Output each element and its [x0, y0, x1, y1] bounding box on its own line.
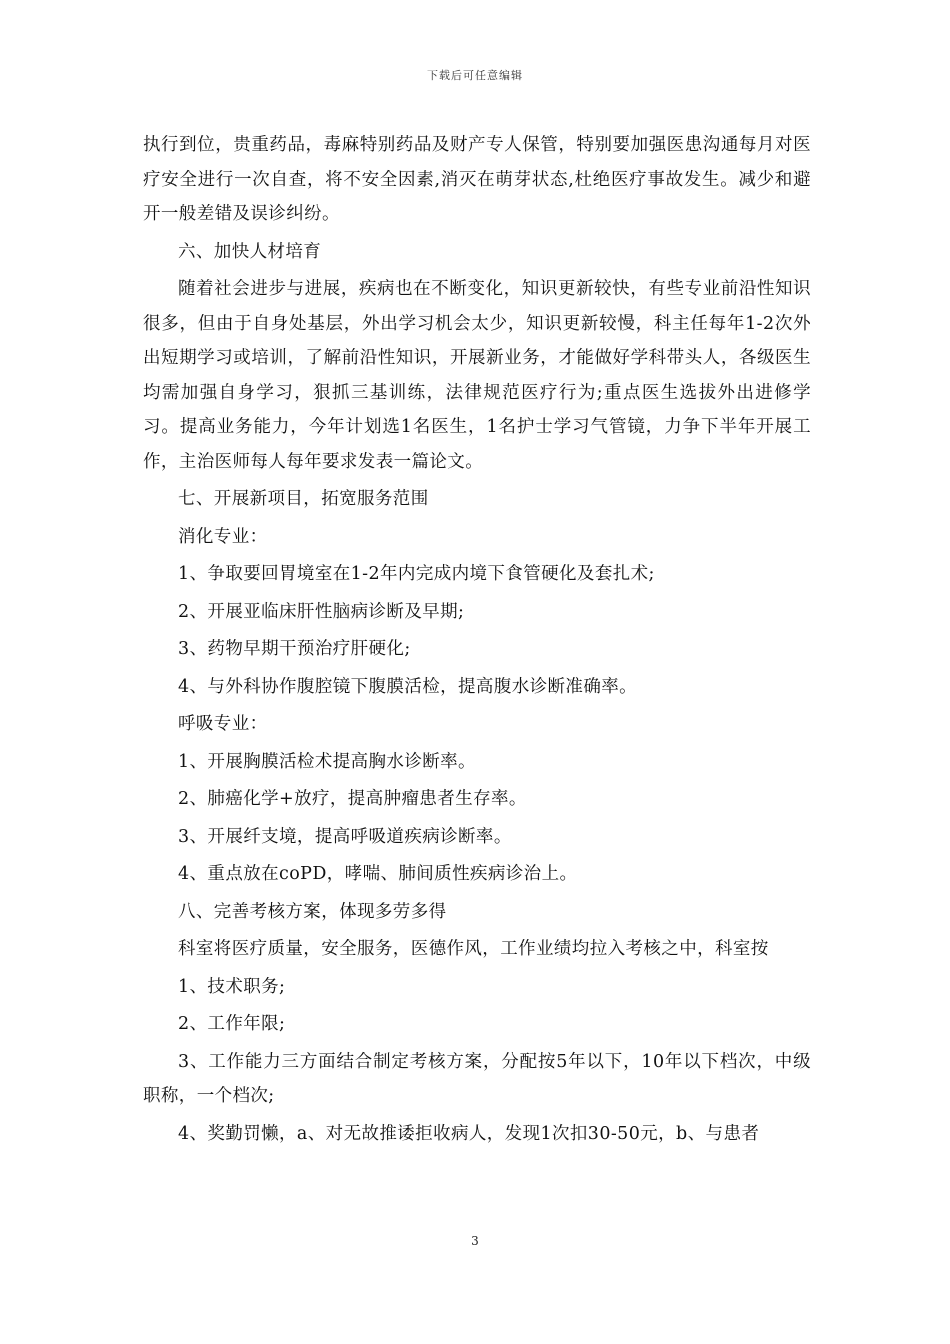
- paragraph-talent: 随着社会进步与进展，疾病也在不断变化，知识更新较快，有些专业前沿性知识很多，但由于自身处基层，外出学习机会太少，知识更新较慢，科主任每年1-2次外出短期学习或培训，了解前沿性知识，开展新业务，才能做好学科带头人，各级医生均需加强自身学习，狠抓三基训练，法律规范医疗行为;重点医生选拔外出进修学习。提高业务能力，今年计划选1名医生，1名护士学习气管镜，力争下半年开展工作，主治医师每人每年要求发表一篇论文。: [143, 279, 811, 472]
- section-heading-8: 八、完善考核方案，体现多劳多得: [178, 901, 447, 922]
- section-heading-7: 七、开展新项目，拓宽服务范围: [178, 489, 429, 509]
- list-item: 1、技术职务;: [178, 976, 286, 997]
- page-number: 3: [471, 1234, 479, 1248]
- paragraph-1: 执行到位，贵重药品，毒麻特别药品及财产专人保管，特别要加强医患沟通每月对医疗安全进行一次自查，将不安全因素,消灭在萌芽状态,杜绝医疗事故发生。减少和避开一般差错及误诊纠纷。: [143, 135, 811, 224]
- list-item: 4、与外科协作腹腔镜下腹膜活检，提高腹水诊断准确率。: [178, 676, 638, 697]
- page-header: 下载后可任意编辑: [427, 69, 523, 82]
- list-item: 3、工作能力三方面结合制定考核方案，分配按5年以下，10年以下档次，中级职称，一个档次;: [143, 1051, 811, 1106]
- list-item: 4、奖勤罚懒，a、对无故推诿拒收病人，发现1次扣30-50元，b、与患者: [178, 1123, 760, 1144]
- list-item: 2、开展亚临床肝性脑病诊断及早期;: [178, 601, 465, 622]
- list-item: 4、重点放在coPD，哮喘、肺间质性疾病诊治上。: [178, 864, 578, 884]
- subheading-respiratory: 呼吸专业：: [178, 714, 268, 734]
- paragraph-assessment: 科室将医疗质量，安全服务，医德作风，工作业绩均拉入考核之中，科室按: [178, 939, 769, 959]
- list-item: 2、肺癌化学+放疗，提高肿瘤患者生存率。: [178, 789, 527, 809]
- list-item: 1、争取要回胃境室在1-2年内完成内境下食管硬化及套扎术;: [178, 564, 655, 584]
- subheading-digestive: 消化专业：: [178, 526, 268, 547]
- section-heading-6: 六、加快人材培育: [178, 241, 322, 262]
- list-item: 2、工作年限;: [178, 1014, 286, 1034]
- list-item: 3、开展纤支境，提高呼吸道疾病诊断率。: [178, 826, 512, 847]
- list-item: 3、药物早期干预治疗肝硬化;: [178, 639, 411, 659]
- document-body: [143, 128, 811, 1154]
- list-item: 1、开展胸膜活检术提高胸水诊断率。: [178, 751, 476, 772]
